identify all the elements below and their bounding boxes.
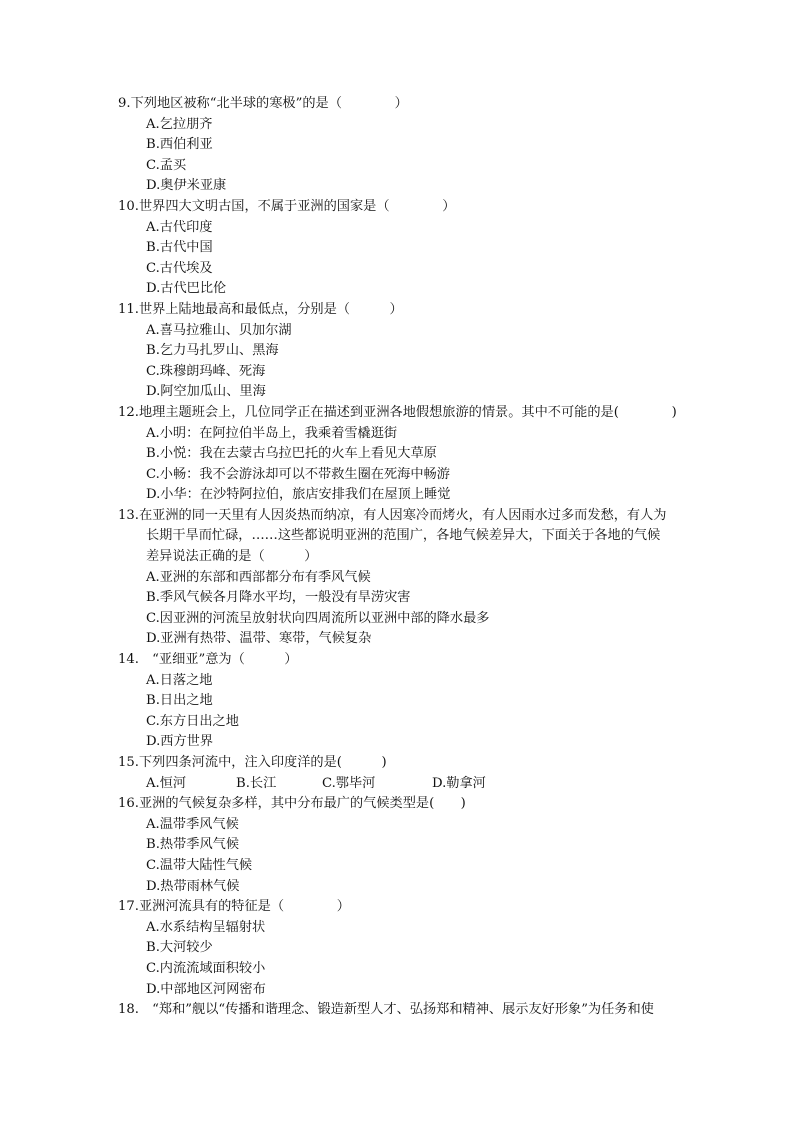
answer-option: C.珠穆朗玛峰、死海 bbox=[146, 363, 266, 379]
answer-option: D.阿空加瓜山、里海 bbox=[146, 384, 266, 400]
question-item bbox=[118, 403, 708, 506]
answer-option: C.古代埃及 bbox=[146, 260, 213, 276]
answer-option: C.孟买 bbox=[146, 157, 187, 173]
answer-option: C.因亚洲的河流呈放射状向四周流所以亚洲中部的降水最多 bbox=[146, 610, 490, 626]
question-stem-continued: 长期干旱而忙碌，……这些都说明亚洲的范围广，各地气候差异大，下面关于各地的气候 bbox=[146, 528, 661, 544]
answer-option: B.大河较少 bbox=[146, 940, 213, 956]
question-stem: 14. “亚细亚”意为（ ） bbox=[118, 652, 298, 668]
question-item bbox=[118, 506, 708, 650]
answer-option: B.日出之地 bbox=[146, 693, 213, 709]
question-item bbox=[118, 794, 708, 897]
answer-option: A.水系结构呈辐射状 bbox=[146, 919, 266, 935]
question-stem: 10.世界四大文明古国，不属于亚洲的国家是（ ） bbox=[118, 198, 456, 214]
answer-option: A.乞拉朋齐 bbox=[146, 116, 213, 132]
answer-option: C.温带大陆性气候 bbox=[146, 857, 253, 873]
question-item bbox=[118, 300, 708, 403]
question-item bbox=[118, 650, 708, 753]
answer-option: B.乞力马扎罗山、黑海 bbox=[146, 343, 279, 359]
answer-option: B.古代中国 bbox=[146, 240, 213, 256]
answer-option: D.小华：在沙特阿拉伯，旅店安排我们在屋顶上睡觉 bbox=[146, 487, 451, 503]
question-stem: 18. “郑和”舰以“传播和谐理念、锻造新型人才、弘扬郑和精神、展示友好形象”为任务和使 bbox=[118, 1002, 654, 1018]
answer-option: C.东方日出之地 bbox=[146, 713, 239, 729]
answer-option: A.日落之地 bbox=[146, 672, 213, 688]
question-list bbox=[118, 94, 708, 1021]
question-stem: 15.下列四条河流中，注入印度洋的是( ) bbox=[118, 755, 387, 770]
answer-option: B.热带季风气候 bbox=[146, 837, 240, 853]
question-stem-continued: 差异说法正确的是（ ） bbox=[146, 549, 318, 565]
question-item bbox=[118, 897, 708, 1000]
answer-option: C.内流流域面积较小 bbox=[146, 960, 266, 976]
question-item bbox=[118, 94, 708, 197]
answer-option: C.小畅：我不会游泳却可以不带救生圈在死海中畅游 bbox=[146, 466, 450, 482]
question-stem: 17.亚洲河流具有的特征是（ ） bbox=[118, 899, 350, 915]
answer-option: B.西伯利亚 bbox=[146, 137, 213, 153]
question-stem: 13.在亚洲的同一天里有人因炎热而纳凉，有人因寒冷而烤火，有人因雨水过多而发愁，有人为 bbox=[118, 507, 667, 523]
question-stem: 11.世界上陆地最高和最低点，分别是（ ） bbox=[118, 301, 403, 317]
question-stem: 16.亚洲的气候复杂多样，其中分布最广的气候类型是( ) bbox=[118, 796, 466, 812]
answer-option: A.古代印度 bbox=[146, 219, 213, 235]
answer-option: B.长江 bbox=[236, 775, 277, 791]
answer-option: C.鄂毕河 bbox=[322, 775, 376, 791]
question-item bbox=[118, 197, 708, 300]
answer-option: B.季风气候各月降水平均，一般没有旱涝灾害 bbox=[146, 590, 411, 606]
answer-option: A.小明：在阿拉伯半岛上，我乘着雪橇逛街 bbox=[146, 425, 398, 441]
answer-option: D.热带雨林气候 bbox=[146, 878, 240, 894]
question-item bbox=[118, 753, 708, 794]
answer-option: B.小悦：我在去蒙古乌拉巴托的火车上看见大草原 bbox=[146, 446, 437, 462]
answer-option: D.亚洲有热带、温带、寒带，气候复杂 bbox=[146, 631, 372, 647]
answer-option: A.亚洲的东部和西部都分布有季风气候 bbox=[146, 569, 371, 585]
question-stem: 9.下列地区被称“北半球的寒极”的是（ ） bbox=[118, 96, 408, 111]
option-row bbox=[118, 774, 708, 795]
question-item bbox=[118, 1000, 708, 1021]
answer-option: A.恒河 bbox=[146, 775, 187, 791]
question-stem: 12.地理主题班会上，几位同学正在描述到亚洲各地假想旅游的情景。其中不可能的是( ) bbox=[118, 404, 677, 420]
answer-option: D.中部地区河网密布 bbox=[146, 981, 266, 997]
answer-option: D.西方世界 bbox=[146, 734, 214, 750]
answer-option: A.温带季风气候 bbox=[146, 816, 239, 832]
answer-option: D.奥伊米亚康 bbox=[146, 178, 227, 194]
answer-option: D.古代巴比伦 bbox=[146, 281, 227, 297]
answer-option: D.勒拿河 bbox=[432, 775, 486, 791]
answer-option: A.喜马拉雅山、贝加尔湖 bbox=[146, 322, 292, 338]
